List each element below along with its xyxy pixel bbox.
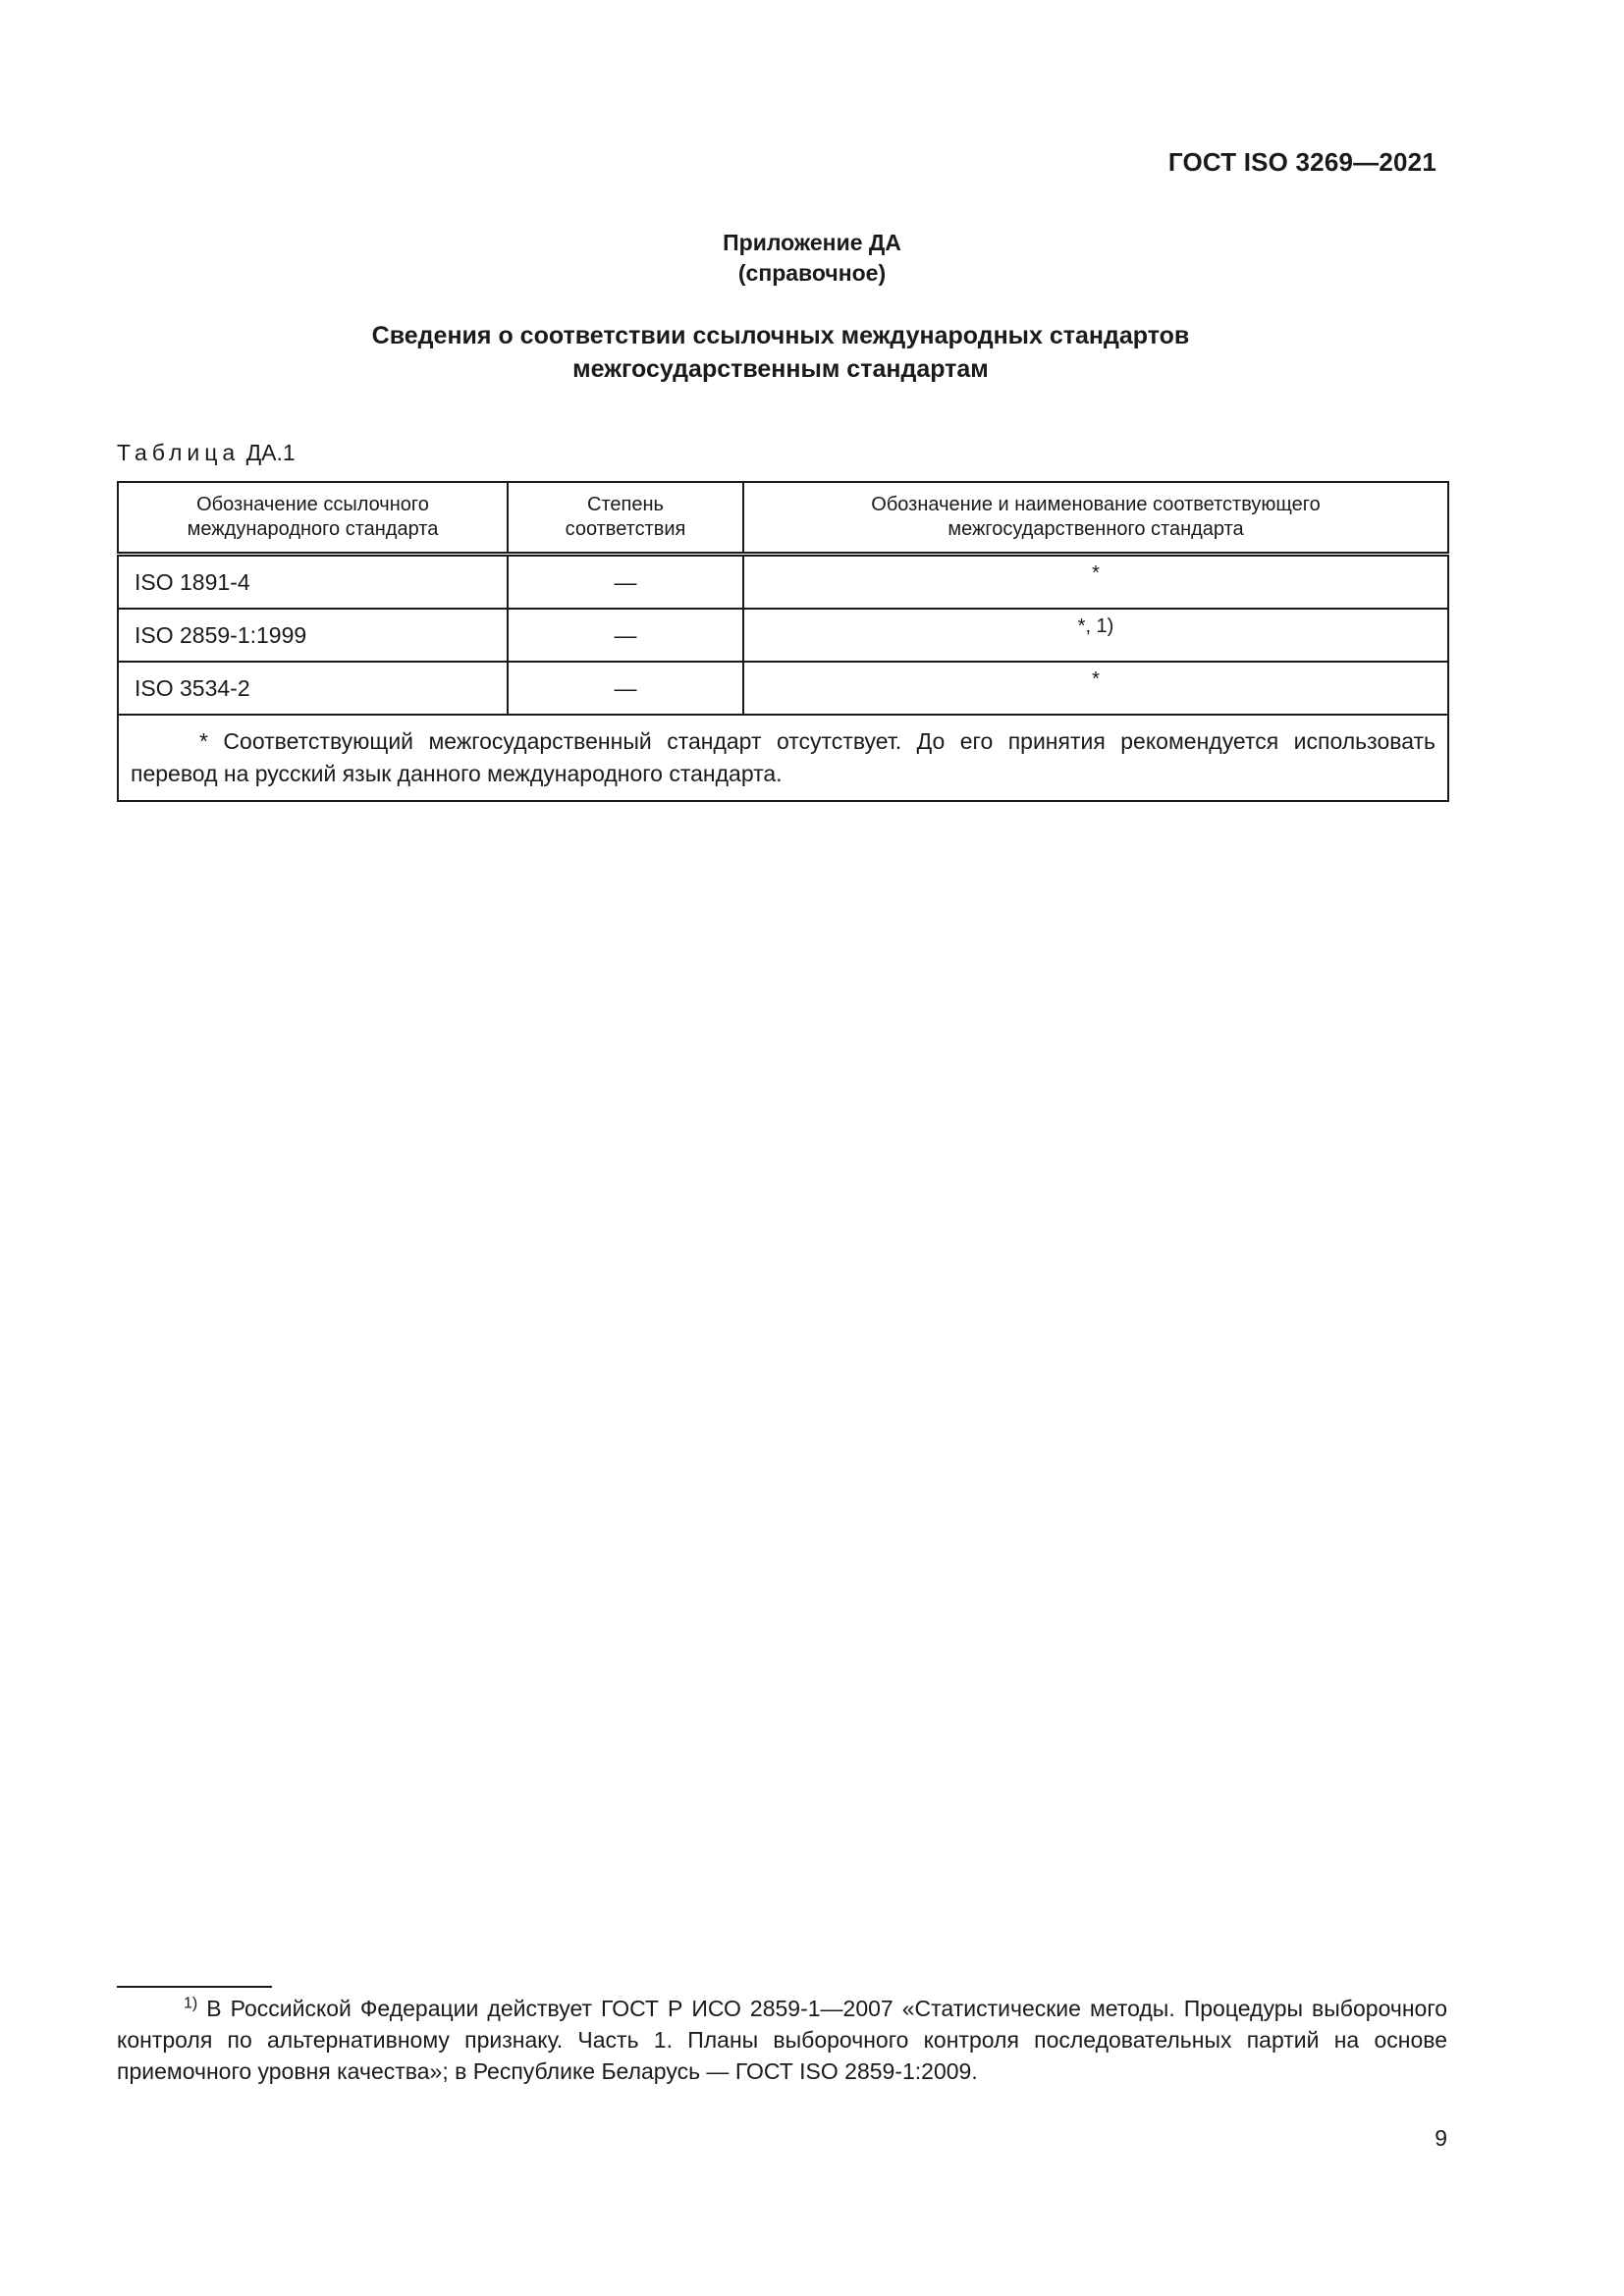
footnote-text: В Российской Федерации действует ГОСТ Р ИСО 2859-1—2007 «Статистические методы. Процедуры выборочного контроля по альтернативному признаку. Часть 1. Планы выборочного контроля последовательных партий на основе приемочного уровня качества»; в Республике Беларусь — ГОСТ ISO 2859-1:2009. bbox=[117, 1996, 1448, 2084]
cell-reference: *, 1) bbox=[743, 609, 1448, 662]
header-international-standard bbox=[118, 482, 508, 555]
table-caption bbox=[117, 440, 296, 466]
header-international-standard-text: Обозначение ссылочного международного стандарта bbox=[187, 494, 439, 540]
cell-standard-code: ISO 1891-4 bbox=[118, 555, 508, 610]
table-caption-number: ДА.1 bbox=[245, 440, 296, 465]
header-interstate-standard-text: Обозначение и наименование соответствующего межгосударственного стандарта bbox=[871, 494, 1321, 540]
table-row bbox=[118, 609, 1448, 662]
table-row bbox=[118, 662, 1448, 715]
section-title-line-2: межгосударственным стандартам bbox=[572, 355, 989, 383]
cell-degree: — bbox=[508, 609, 743, 662]
annex-heading bbox=[0, 228, 1624, 289]
cell-standard-code: ISO 2859-1:1999 bbox=[118, 609, 508, 662]
table-note-row bbox=[118, 715, 1448, 801]
section-title bbox=[0, 319, 1561, 386]
cell-degree: — bbox=[508, 555, 743, 610]
footnote-separator bbox=[117, 1986, 272, 1988]
table-note bbox=[118, 715, 1448, 801]
header-interstate-standard bbox=[743, 482, 1448, 555]
page-number: 9 bbox=[1435, 2125, 1447, 2151]
footnote bbox=[117, 1993, 1447, 2087]
table-caption-word: Таблица bbox=[117, 440, 241, 465]
table-row bbox=[118, 555, 1448, 610]
cell-standard-code: ISO 3534-2 bbox=[118, 662, 508, 715]
footnote-marker: 1) bbox=[184, 1995, 198, 2012]
table-header-row bbox=[118, 482, 1448, 555]
cell-reference: * bbox=[743, 662, 1448, 715]
annex-kind: (справочное) bbox=[737, 260, 887, 286]
annex-title: Приложение ДА bbox=[723, 230, 901, 255]
cell-degree: — bbox=[508, 662, 743, 715]
document-code: ГОСТ ISO 3269—2021 bbox=[1167, 147, 1436, 177]
correspondence-table bbox=[117, 481, 1449, 802]
header-degree bbox=[508, 482, 743, 555]
table-note-text: * Соответствующий межгосударственный стандарт отсутствует. До его принятия рекомендуется использовать перевод на русский язык данного международного стандарта. bbox=[131, 728, 1435, 786]
cell-reference: * bbox=[743, 555, 1448, 610]
header-degree-text: Степень соответствия bbox=[565, 494, 686, 540]
section-title-line-1: Сведения о соответствии ссылочных международных стандартов bbox=[371, 322, 1190, 349]
